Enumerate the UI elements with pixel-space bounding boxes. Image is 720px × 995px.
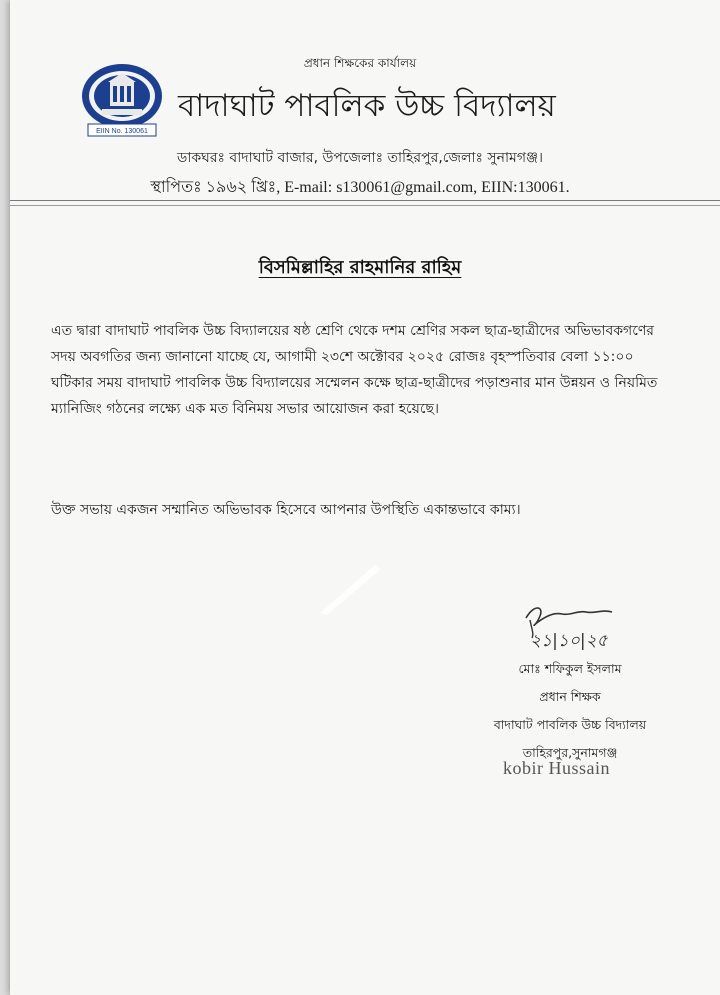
school-name: বাদাঘাট পাবলিক উচ্চ বিদ্যালয় [178, 88, 556, 124]
notice-paragraph-1: এত দ্বারা বাদাঘাট পাবলিক উচ্চ বিদ্যালয়ের ষষ্ঠ শ্রেণি থেকে দশম শ্রেণির সকল ছাত্র-ছাত্রীদের অভিভাবকগণের সদয় অবগতির জন্য জানানো যাচ্ছে যে, আগামী ২৩শে অক্টোবর ২০২৫ রোজঃ বৃহস্পতিবার বেলা ১১:০০ ঘটিকার সময় বাদাঘাট পাবলিক উচ্চ বিদ্যালয়ের সম্মেলন কক্ষে ছাত্র-ছাত্রীদের পড়াশুনার মান উন্নয়ন ও নিয়মিত ম্যানিজিং গঠনের লক্ষ্যে এক মত বিনিময় সভার আয়োজন করা হয়েছে। [51, 323, 658, 417]
signatory-designation: প্রধান শিক্ষক [539, 689, 601, 704]
signature-date: ২১|১০|২৫ [530, 631, 608, 651]
signature-block [470, 655, 670, 767]
handwritten-signature [520, 600, 640, 652]
photo-glare [315, 555, 385, 615]
signatory-name: মোঃ শফিকুল ইসলাম [518, 661, 622, 676]
signatory-location: তাহিরপুর,সুনামগঞ্জ [522, 745, 618, 760]
bismillah-text: বিসমিল্লাহির রাহমানির রাহিম [258, 257, 462, 278]
header-divider [10, 200, 720, 201]
watermark-credit: kobir Hussain [503, 758, 610, 778]
header-divider-secondary [10, 205, 720, 206]
signatory-school: বাদাঘাট পাবলিক উচ্চ বিদ্যালয় [493, 717, 647, 732]
school-logo [80, 62, 164, 138]
office-title: প্রধান শিক্ষকের কার্যালয় [303, 56, 417, 70]
bismillah-heading [0, 253, 720, 284]
notice-paragraph-2: উক্ত সভায় একজন সম্মানিত অভিভাবক হিসেবে আপনার উপস্থিতি একান্তভাবে কাম্য। [51, 502, 521, 518]
established-line: স্থাপিতঃ ১৯৬২ খ্রিঃ, E-mail: s130061@gmail.com, EIIN:130061. [150, 179, 570, 196]
address-line: ডাকঘরঃ বাদাঘাট বাজার, উপজেলাঃ তাহিরপুর,জেলাঃ সুনামগঞ্জ। [177, 150, 543, 166]
logo-eiin: EIIN No. 130061 [96, 128, 148, 135]
